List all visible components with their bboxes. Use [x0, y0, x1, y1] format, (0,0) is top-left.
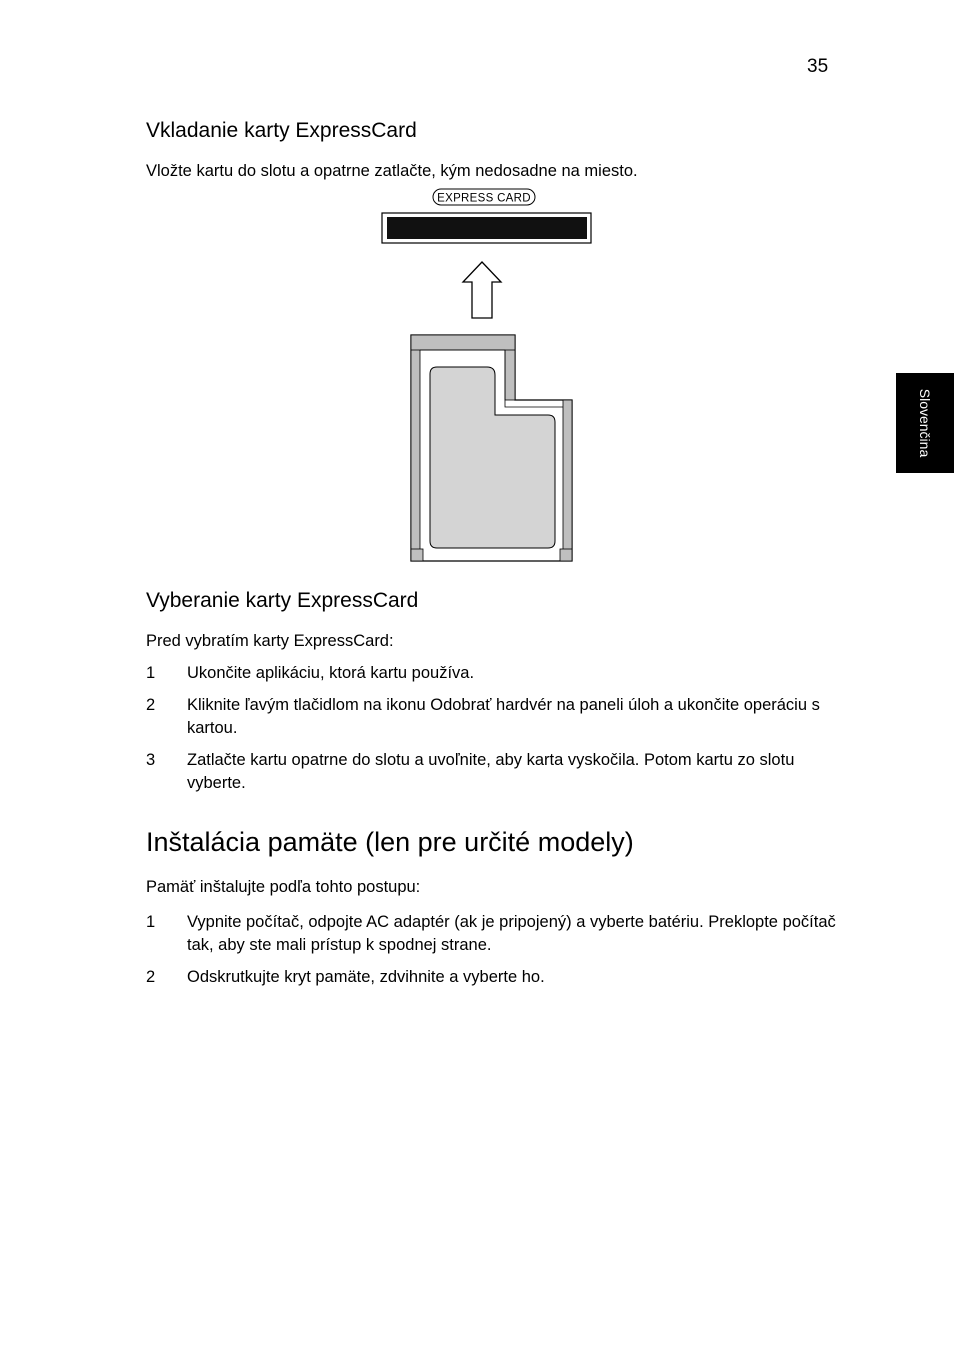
card-top-rail — [411, 335, 515, 350]
expresscard-insertion-illustration — [375, 185, 595, 565]
expresscard-diagram — [375, 185, 595, 565]
step-number: 2 — [146, 696, 156, 714]
step-text: Kliknite ľavým tlačidlom na ikonu Odobrať hardvér na paneli úloh a ukončite operáciu s kartou. — [187, 696, 820, 737]
step-text: Zatlačte kartu opatrne do slotu a uvoľnite, aby karta vyskočila. Potom kartu zo slotu vyberte. — [187, 751, 795, 792]
step-number: 2 — [146, 968, 156, 986]
page-number: 35 — [807, 56, 829, 77]
step-text: Vypnite počítač, odpojte AC adaptér (ak je pripojený) a vyberte batériu. Preklopte počítač tak, aby ste mali prístup k spodnej strane. — [187, 913, 836, 954]
card-right-rail — [563, 400, 572, 561]
insert-direction-arrow-icon — [463, 262, 501, 318]
remove-card-heading: Vyberanie karty ExpressCard — [146, 589, 419, 612]
card-bottom-left-tab — [411, 549, 423, 561]
step-text: Odskrutkujte kryt pamäte, zdvihnite a vyberte ho. — [187, 968, 545, 986]
card-bottom-right-tab — [560, 549, 572, 561]
expresscard-slot-label: EXPRESS CARD — [437, 192, 531, 205]
card-left-rail — [411, 335, 420, 561]
step-number: 1 — [146, 664, 156, 682]
memory-install-heading: Inštalácia pamäte (len pre určité modely) — [146, 827, 634, 857]
card-slot-opening — [387, 217, 587, 239]
step-text: Ukončite aplikáciu, ktorá kartu používa. — [187, 664, 475, 682]
card-label-area — [430, 367, 555, 548]
memory-install-intro: Pamäť inštalujte podľa tohto postupu: — [146, 878, 421, 896]
step-number: 3 — [146, 751, 156, 769]
insert-card-heading: Vkladanie karty ExpressCard — [146, 119, 417, 142]
language-side-tab — [896, 373, 954, 473]
side-tab-label: Slovenčina — [917, 388, 933, 458]
insert-card-text: Vložte kartu do slotu a opatrne zatlačte, kým nedosadne na miesto. — [146, 162, 638, 180]
remove-card-intro: Pred vybratím karty ExpressCard: — [146, 632, 394, 650]
step-number: 1 — [146, 913, 156, 931]
